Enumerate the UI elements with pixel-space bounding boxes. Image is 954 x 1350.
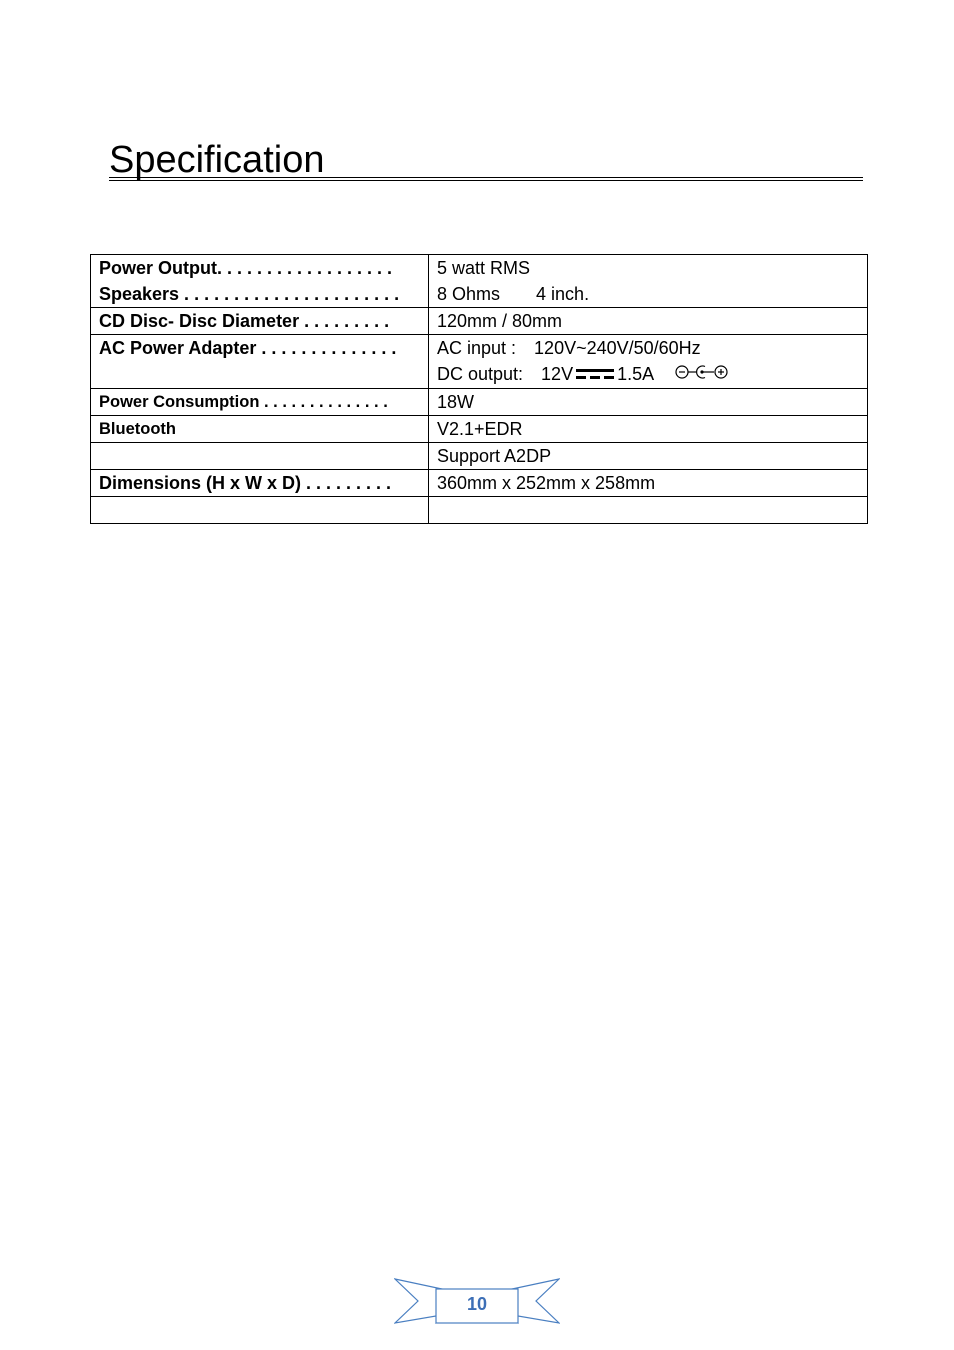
table-row [91, 470, 868, 497]
center-positive-polarity-icon [674, 362, 730, 388]
table-row [91, 497, 868, 524]
ac-input-line [437, 335, 859, 361]
table-row [91, 255, 868, 308]
spec-label: Dimensions (H x W x D) . . . . . . . . . [91, 470, 429, 497]
dc-output-line [437, 361, 859, 388]
spec-table [90, 254, 868, 524]
dc-current: 1.5A [617, 364, 655, 384]
spec-label: Power Output. . . . . . . . . . . . . . . . . . [99, 258, 393, 278]
spec-label: Bluetooth [91, 416, 429, 443]
spec-label-cell [91, 255, 429, 308]
title-underline [109, 177, 863, 181]
spec-label: CD Disc- Disc Diameter . . . . . . . . . [91, 308, 429, 335]
table-row [91, 416, 868, 443]
spec-value-cell [429, 255, 868, 308]
table-row [91, 443, 868, 470]
spec-label [91, 443, 429, 470]
spec-label [91, 497, 429, 524]
ac-input-value: 120V~240V/50/60Hz [534, 338, 701, 358]
page-number: 10 [466, 1294, 488, 1314]
table-row [91, 335, 868, 389]
spec-label: Power Consumption . . . . . . . . . . . . . . [91, 389, 429, 416]
spec-value [429, 497, 868, 524]
spec-value: 120mm / 80mm [429, 308, 868, 335]
spec-value: 5 watt RMS [437, 258, 531, 278]
ac-input-label: AC input : [437, 338, 517, 358]
spec-value: Support A2DP [429, 443, 868, 470]
dc-output-label: DC output: [437, 364, 524, 384]
spec-value: 18W [429, 389, 868, 416]
spec-label: Speakers . . . . . . . . . . . . . . . . . . . . . . [99, 284, 400, 304]
page-title: Specification [109, 139, 325, 181]
dc-current-icon [576, 362, 614, 388]
spec-label: AC Power Adapter . . . . . . . . . . . . . . [91, 335, 429, 389]
speaker-impedance: 8 Ohms [437, 284, 501, 304]
table-row [91, 308, 868, 335]
table-row [91, 389, 868, 416]
spec-value-cell [429, 335, 868, 389]
dc-voltage: 12V [541, 364, 574, 384]
spec-value [437, 281, 859, 307]
speaker-size: 4 inch. [536, 284, 590, 304]
spec-value: 360mm x 252mm x 258mm [429, 470, 868, 497]
spec-value: V2.1+EDR [429, 416, 868, 443]
